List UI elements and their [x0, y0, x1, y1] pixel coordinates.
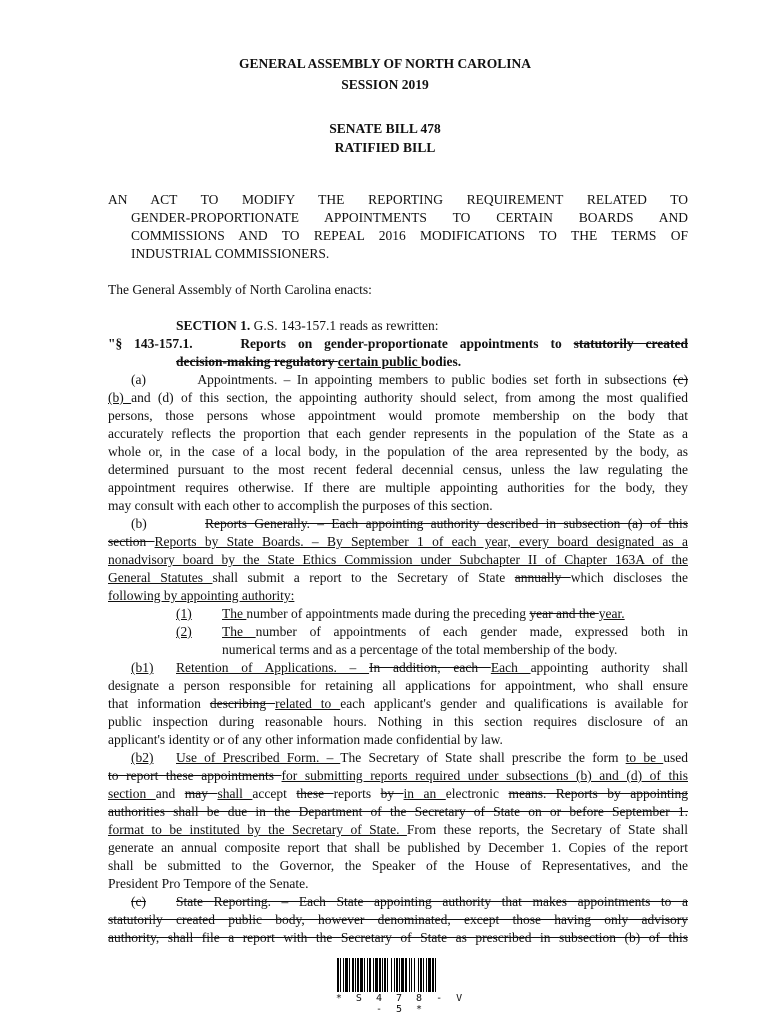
para-b-line [108, 569, 688, 587]
para-b1-line: designate a person responsible for retaining all applications for appointment, who shall ensure [108, 678, 688, 693]
inserted-text: year. [598, 606, 625, 621]
para-a-line [131, 371, 688, 389]
item-2-line [222, 623, 688, 641]
para-a-line: may consult with each other to accomplish the purposes of this section. [108, 498, 493, 513]
inserted-text: to be [625, 750, 664, 765]
para-b2-line: President Pro Tempore of the Senate. [108, 876, 309, 891]
section-1-line [176, 317, 688, 335]
text: (b2) [131, 750, 154, 765]
inserted-text: following by appointing authority: [108, 588, 295, 603]
text: appointing authority shall [530, 660, 689, 675]
struck-text: Reports Generally. – Each appointing authority described in subsection (a) of this [205, 516, 688, 531]
para-a-line [108, 389, 688, 407]
para-a-line: determined pursuant to the most recent federal decennial census, unless the law regulating the [108, 462, 688, 477]
struck-text: annually [514, 570, 571, 585]
barcode-text: * S 4 7 8 - V - 5 * [335, 993, 467, 1015]
text: (b1) [131, 660, 154, 675]
para-b-line [108, 551, 688, 569]
inserted-text: Retention of Applications. – [176, 660, 370, 675]
act-title-line: AN ACT TO MODIFY THE REPORTING REQUIREMENT RELATED TO [108, 192, 688, 207]
text: (b) [131, 516, 205, 531]
struck-text: statutorily created public body, however denominated, except those having only advisory [108, 912, 688, 927]
enacting-clause: The General Assembly of North Carolina enacts: [108, 282, 372, 297]
para-b1-line: public inspection during reasonable hours. Nothing in this section requires disclosure of an [108, 714, 688, 729]
struck-text: statutorily created [573, 336, 688, 351]
struck-text: section [108, 534, 155, 549]
struck-text: authorities shall be due in the Department of the Secretary of State on or before September 1. [108, 804, 688, 819]
text: shall submit a report to the Secretary of State [212, 570, 515, 585]
act-title-line: COMMISSIONS AND TO REPEAL 2016 MODIFICATIONS TO THE TERMS OF [131, 228, 688, 243]
struck-text: by [380, 786, 404, 801]
para-a-line: whole or, in the case of a local body, in the population of the area represented by the body, as [108, 444, 688, 459]
para-c-number [131, 893, 171, 911]
para-b2-line [108, 767, 688, 785]
para-b2-line: shall be submitted to the Governor, the Speaker of the House of Representatives, and the [108, 858, 688, 873]
para-b2-line [108, 821, 688, 839]
para-b1-line [108, 695, 688, 713]
inserted-text: Reports by State Boards. – By September 1 of each year, every board designated as a [154, 534, 688, 549]
text: reports [333, 786, 381, 801]
para-b-line [108, 533, 688, 551]
text: used [663, 750, 688, 765]
inserted-text: nonadvisory board by the State Ethics Commission under Subchapter II of Chapter 163A of the [108, 552, 688, 567]
item-1-number: (1) [176, 606, 192, 621]
inserted-text: Use of Prescribed Form. – [176, 750, 341, 765]
inserted-text: certain public [337, 354, 421, 369]
text: From these reports, the Secretary of State shall [406, 822, 688, 837]
struck-text: describing [209, 696, 276, 711]
struck-text: State Reporting. – Each State appointing authority that makes appointments to a [176, 894, 688, 909]
inserted-text: The [222, 624, 256, 639]
item-2-number: (2) [176, 624, 192, 639]
section-text: G.S. 143-157.1 reads as rewritten: [250, 318, 439, 333]
session-heading: SESSION 2019 [341, 77, 429, 92]
para-b2-line: generate an annual composite report that shall be published by December 1. Copies of the report [108, 840, 688, 855]
struck-text: authority, shall file a report with the Secretary of State as prescribed in subsection (b) of this [108, 930, 688, 945]
para-b2-line [108, 785, 688, 803]
act-title-line: INDUSTRIAL COMMISSIONERS. [131, 246, 330, 261]
text: electronic [445, 786, 509, 801]
item-2-line: numerical terms and as a percentage of the total membership of the body. [222, 642, 618, 657]
para-b1-line [176, 659, 688, 677]
barcode [337, 958, 465, 992]
text: accept [252, 786, 297, 801]
inserted-text: General Statutes [108, 570, 213, 585]
text: number of appointments of each gender made, expressed both in [255, 624, 688, 639]
text: that information [108, 696, 210, 711]
para-b1-line: applicant's identity or of any other information made confidential by law. [108, 732, 503, 747]
text: which discloses the [570, 570, 688, 585]
inserted-text: for submitting reports required under subsections (b) and (d) of this [281, 768, 688, 783]
bill-status: RATIFIED BILL [334, 140, 436, 155]
para-a-line: persons, those persons whose appointment would promote membership on the body that [108, 408, 688, 423]
struck-text: year and the [529, 606, 599, 621]
text: and (d) of this section, the appointing authority should select, from among the most qualified [131, 390, 688, 405]
bill-number: SENATE BILL 478 [329, 121, 441, 136]
para-c-line [176, 893, 688, 911]
text: (a) Appointments. – In appointing members to public bodies set forth in subsections [131, 372, 674, 387]
assembly-heading: GENERAL ASSEMBLY OF NORTH CAROLINA [238, 56, 532, 71]
struck-text: to report these appointments [108, 768, 282, 783]
struck-text: (c) [131, 894, 146, 909]
para-b2-line [176, 749, 688, 767]
para-a-line: appointment requires otherwise. If there are multiple appointing authorities for the body, they [108, 480, 688, 495]
statute-heading-line [108, 335, 688, 353]
barcode-bar [436, 958, 438, 992]
para-c-line [108, 929, 688, 947]
inserted-text: Each [490, 660, 531, 675]
act-title-line: GENDER-PROPORTIONATE APPOINTMENTS TO CERTAIN BOARDS AND [131, 210, 688, 225]
para-b-line [108, 587, 688, 605]
para-b2-number [131, 749, 171, 767]
para-b-line [131, 515, 688, 533]
text: each applicant's gender and qualifications is available for [340, 696, 688, 711]
para-c-line [108, 911, 688, 929]
item-number [176, 623, 212, 641]
statute-heading-line [176, 353, 688, 371]
inserted-text: shall [217, 786, 253, 801]
inserted-text: (b) [108, 390, 132, 405]
inserted-text: section [108, 786, 156, 801]
struck-text: may [184, 786, 218, 801]
text: Reports on gender-proportionate appointments to [240, 336, 574, 351]
statute-number: "§ 143-157.1. [108, 336, 193, 351]
text: The Secretary of State shall prescribe the form [340, 750, 626, 765]
inserted-text: format to be instituted by the Secretary of State. [108, 822, 407, 837]
text: and [155, 786, 185, 801]
item-number [176, 605, 212, 623]
text: number of appointments made during the preceding [246, 606, 530, 621]
text: bodies. [421, 354, 462, 369]
struck-text: (c) [673, 372, 688, 387]
inserted-text: in an [403, 786, 446, 801]
inserted-text: The [222, 606, 247, 621]
para-b2-line [108, 803, 688, 821]
para-b1-number [131, 659, 171, 677]
struck-text: In addition, each [369, 660, 491, 675]
inserted-text: related to [275, 696, 341, 711]
item-1-line [222, 605, 688, 623]
struck-text: these [296, 786, 334, 801]
para-a-line: accurately reflects the proportion that each gender represents in the population of the State as a [108, 426, 688, 441]
section-label: SECTION 1. [176, 318, 251, 333]
struck-text: decision-making regulatory [176, 354, 338, 369]
struck-text: means. Reports by appointing [508, 786, 688, 801]
